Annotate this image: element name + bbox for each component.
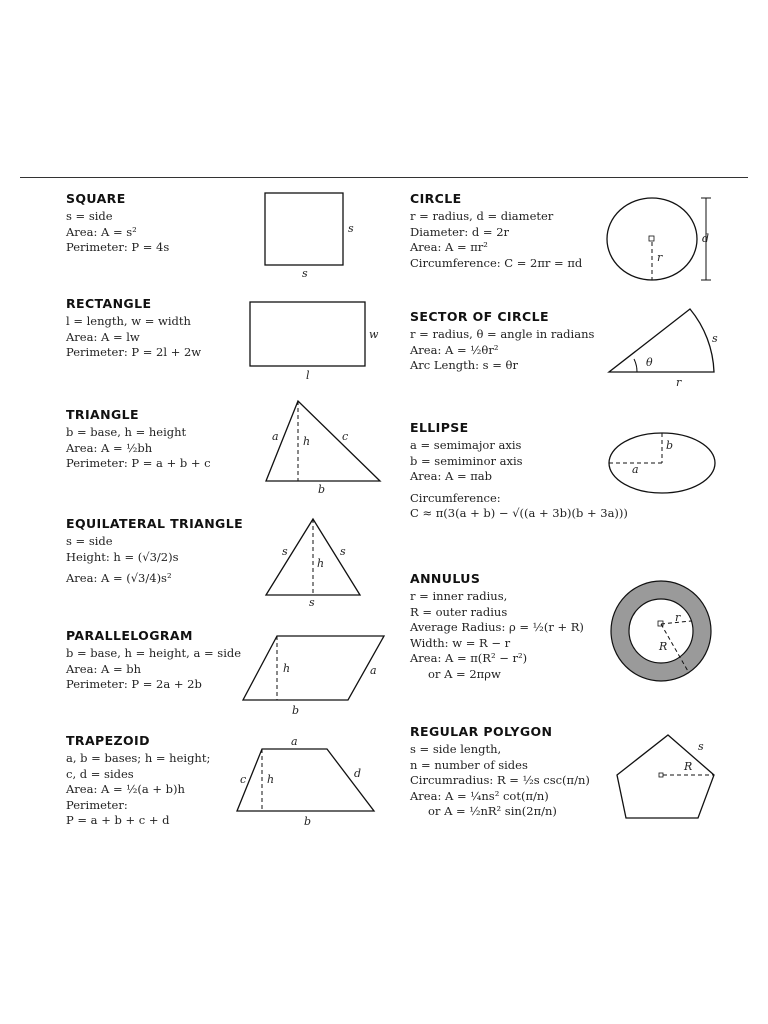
ellipse-title: ELLIPSE (410, 420, 469, 435)
sector-title: SECTOR OF CIRCLE (410, 309, 549, 324)
parallelogram-figure (240, 630, 390, 720)
circle-r-label: r (657, 251, 663, 264)
triangle-a-label: a (272, 430, 279, 443)
circle-d-label: d (702, 232, 710, 245)
equilateral-line: Area: A = (√3/4)s² (66, 571, 172, 585)
ellipse-line: a = semimajor axis (410, 438, 522, 452)
sector-angle-arc (634, 359, 637, 372)
parallelogram-line: Area: A = bh (66, 661, 142, 676)
rectangle-side-label: w (369, 328, 379, 341)
square-line: s = side (66, 209, 113, 223)
triangle-h-label: h (303, 435, 311, 448)
ellipse-circumference-label: Circumference: (410, 490, 501, 505)
square-line: Perimeter: P = 4s (66, 240, 170, 254)
sector-line: Arc Length: s = θr (410, 358, 518, 372)
square-shape (265, 193, 343, 265)
trapezoid-line: a, b = bases; h = height; (66, 751, 211, 765)
parallelogram-shape (243, 636, 384, 700)
ellipse-b-label: b (666, 439, 674, 452)
trapezoid-shape (237, 749, 374, 811)
annulus-line: Average Radius: ρ = ½(r + R) (410, 620, 584, 634)
polygon-line: n = number of sides (410, 757, 528, 772)
ellipse-line: b = semiminor axis (410, 453, 523, 468)
parallelogram-a-label: a (370, 664, 377, 677)
trapezoid-h-label: h (267, 773, 275, 786)
square-line: Area: A = s² (66, 224, 137, 239)
sector-shape (609, 309, 714, 372)
annulus-line: R = outer radius (410, 604, 508, 619)
rectangle-section (66, 296, 201, 361)
trapezoid-line: Area: A = ½(a + b)h (66, 782, 185, 796)
polygon-s-label: s (698, 740, 704, 753)
polygon-line: Area: A = ¼ns² cot(π/n) (410, 788, 549, 803)
top-rule (20, 177, 748, 178)
circle-line: Circumference: C = 2πr = πd (410, 255, 583, 270)
trapezoid-b-label: b (304, 815, 312, 828)
circle-line: Diameter: d = 2r (410, 224, 510, 239)
annulus-line: Width: w = R − r (410, 635, 511, 650)
circle-shape (607, 198, 697, 280)
trapezoid-a-label: a (291, 735, 298, 748)
triangle-c-label: c (342, 430, 349, 443)
trapezoid-title: TRAPEZOID (66, 733, 150, 748)
annulus-line: Area: A = π(R² − r²) (410, 651, 528, 665)
triangle-shape (266, 401, 380, 481)
annulus-figure (603, 577, 723, 687)
circle-title: CIRCLE (410, 191, 462, 206)
equilateral-h-label: h (317, 557, 325, 570)
sector-theta-label: θ (646, 356, 653, 369)
triangle-line: Area: A = ½bh (66, 440, 153, 455)
parallelogram-section (66, 628, 241, 693)
ellipse-circumference-formula: C ≈ π(3(a + b) − √((a + 3b)(b + 3a))) (410, 506, 628, 520)
circle-center-mark (649, 236, 654, 241)
equilateral-title: EQUILATERAL TRIANGLE (66, 516, 244, 531)
polygon-line: Circumradius: R = ½s csc(π/n) (410, 773, 590, 787)
annulus-section (410, 571, 584, 682)
parallelogram-line: Perimeter: P = 2a + 2b (66, 677, 202, 691)
parallelogram-title: PARALLELOGRAM (66, 628, 193, 643)
circle-section (410, 191, 582, 271)
trapezoid-d-label: d (354, 767, 362, 780)
trapezoid-line: c, d = sides (66, 766, 134, 781)
rectangle-figure (245, 297, 385, 382)
trapezoid-line: P = a + b + c + d (66, 813, 170, 827)
equilateral-figure (260, 513, 370, 608)
equilateral-left-label: s (282, 545, 288, 558)
annulus-R-label: R (659, 640, 668, 653)
equilateral-section (66, 516, 243, 587)
circle-figure (600, 192, 725, 287)
polygon-R-label: R (684, 760, 693, 773)
trapezoid-c-label: c (240, 773, 247, 786)
polygon-figure (612, 730, 727, 825)
parallelogram-h-label: h (283, 662, 291, 675)
annulus-alt: or A = 2πρw (428, 666, 501, 681)
rectangle-line: Perimeter: P = 2l + 2w (66, 345, 202, 359)
circle-line: r = radius, d = diameter (410, 209, 554, 223)
ellipse-a-label: a (632, 463, 639, 476)
polygon-alt: or A = ½nR² sin(2π/n) (428, 804, 557, 818)
parallelogram-b-label: b (292, 704, 300, 717)
square-title: SQUARE (66, 191, 126, 206)
trapezoid-figure (232, 735, 382, 830)
polygon-line: s = side length, (410, 742, 502, 756)
square-section (66, 191, 169, 256)
sector-figure (604, 304, 729, 394)
sector-r-label: r (676, 376, 682, 389)
triangle-title: TRIANGLE (66, 407, 139, 422)
square-bottom-label: s (302, 267, 308, 280)
sector-section (410, 309, 594, 374)
annulus-line: r = inner radius, (410, 589, 508, 603)
rectangle-bottom-label: l (306, 369, 310, 382)
equilateral-bottom-label: s (309, 596, 315, 609)
annulus-r-label: r (675, 611, 681, 624)
ellipse-section (410, 420, 628, 522)
square-side-label: s (348, 222, 354, 235)
parallelogram-line: b = base, h = height, a = side (66, 646, 242, 660)
rectangle-line: Area: A = lw (66, 329, 140, 344)
annulus-inner-hole (629, 599, 693, 663)
trapezoid-line: Perimeter: (66, 797, 128, 812)
ellipse-line: Area: A = πab (410, 469, 493, 483)
equilateral-line: Height: h = (√3/2)s (66, 549, 179, 564)
sector-s-label: s (712, 332, 718, 345)
ellipse-figure (604, 425, 724, 495)
polygon-section (410, 724, 590, 820)
triangle-line: Perimeter: P = a + b + c (66, 456, 211, 470)
triangle-figure (260, 395, 390, 495)
triangle-line: b = base, h = height (66, 425, 187, 439)
rectangle-title: RECTANGLE (66, 296, 152, 311)
triangle-b-label: b (318, 483, 326, 496)
annulus-title: ANNULUS (410, 571, 481, 586)
rectangle-shape (250, 302, 365, 366)
polygon-title: REGULAR POLYGON (410, 724, 553, 739)
polygon-center-mark (659, 773, 663, 777)
equilateral-right-label: s (340, 545, 346, 558)
circle-line: Area: A = πr² (410, 240, 488, 254)
sector-line: Area: A = ½θr² (410, 342, 499, 357)
triangle-section (66, 407, 211, 472)
trapezoid-section (66, 733, 210, 829)
equilateral-line: s = side (66, 534, 113, 548)
rectangle-line: l = length, w = width (66, 314, 191, 328)
square-figure (260, 188, 370, 278)
sector-line: r = radius, θ = angle in radians (410, 327, 595, 341)
